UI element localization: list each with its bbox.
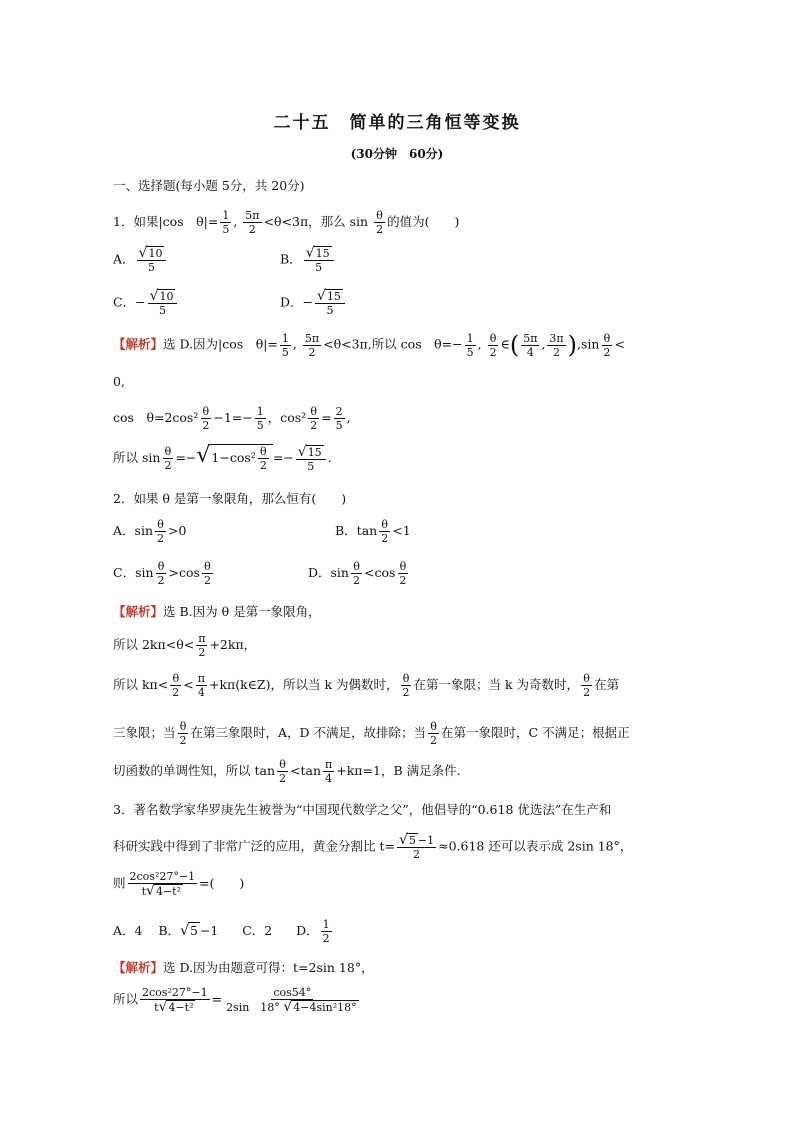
option-1a: A． $\frac{√10}{5}$ — [113, 246, 168, 274]
analysis-tag: 【解析】 — [113, 604, 164, 619]
question-2-stem: 2．如果 θ 是第一象限角，那么恒有( ) — [113, 491, 347, 506]
analysis-2-line2: 所以 2kπ<θ< $\frac{\pi}{2}$ +2kπ， — [113, 632, 257, 659]
question-3-line3: 则 $\frac{\text{2cos²27°−1}}{\text{t√4−t²}}$ =( ) — [113, 870, 245, 899]
question-3-options — [113, 918, 334, 945]
option-3a: A．4 — [113, 923, 143, 938]
analysis-2-line3: 所以 kπ< $\frac{\theta}{2}$ < $\frac{\pi}{4}$ +kπ(k∈Z)，所以当 k 为偶数时， $\frac{\theta}{2}$ 在第一象限；当 k 为奇数时， $\frac{\theta}{2}$ 在第 — [113, 672, 620, 699]
option-1b: B． $\frac{√15}{5}$ — [280, 246, 336, 274]
option-2a: A．sin $\frac{\theta}{2}$ >0 — [113, 518, 187, 545]
page-title: 二十五 简单的三角恒等变换 — [273, 113, 521, 133]
option-2c: C．sin $\frac{\theta}{2}$ >cos $\frac{\theta}{2}$ — [113, 560, 211, 587]
analysis-1-line4: 所以 sin $\frac{\theta}{2}$ =−√1−cos² $\frac{\theta}{2}$ =− $\frac{√15}{5}$ . — [113, 443, 332, 473]
page-subtitle: (30分钟 60分) — [350, 147, 444, 161]
option-1c: C．− $\frac{√10}{5}$ — [113, 289, 179, 317]
section-heading: 一、选择题(每小题 5分，共 20分) — [113, 178, 305, 193]
analysis-2-line4: 三象限；当 $\frac{\theta}{2}$ 在第三象限时，A，D 不满足，故排除；当 $\frac{\theta}{2}$ 在第一象限时，C 不满足；根据正 — [113, 720, 630, 747]
analysis-tag: 【解析】 — [113, 336, 164, 352]
analysis-2-line1: 【解析】选 B.因为 θ 是第一象限角， — [113, 604, 321, 619]
option-3b: B．√5 −1 — [158, 923, 219, 939]
analysis-tag: 【解析】 — [113, 960, 164, 975]
question-3-line1: 3．著名数学家华罗庚先生被誉为“中国现代数学之父”，他倡导的“0.618 优选法”在生产和 — [113, 802, 612, 817]
option-3c: C．2 — [242, 923, 273, 938]
option-2b: B．tan $\frac{\theta}{2}$ <1 — [335, 518, 411, 545]
analysis-3-line1: 【解析】选 D.因为由题意可得：t=2sin 18°， — [113, 960, 374, 975]
analysis-1-line2: 0, — [113, 374, 125, 389]
analysis-2-line5: 切函数的单调性知，所以 tan $\frac{\theta}{2}$ <tan $\frac{\pi}{4}$ +kπ=1，B 满足条件. — [113, 758, 461, 785]
option-3d: D． $\frac{1}{2}$ — [296, 918, 330, 945]
question-1-stem: 1．如果|cos θ|= $\frac{1}{5}$ , $\frac{5\pi}{2}$ <θ<3π，那么 sin $\frac{\theta}{2}$ 的值为( ) — [113, 209, 460, 236]
analysis-1-line3: cos θ=2cos² $\frac{\theta}{2}$ −1=− $\frac{1}{5}$ ，cos² $\frac{\theta}{2}$ = $\frac{2}{5}$ , — [113, 405, 351, 432]
analysis-1-line1: 【解析】选 D.因为|cos θ|= $\frac{1}{5}$ , $\frac{5\pi}{2}$ <θ<3π,所以 cos θ=− $\frac{1}{5}$ , $\frac{\theta}{2}$ ∈( $\frac{5\pi}{4}$ , $\frac{3\pi}{2}$ ),sin $\frac{\theta}{2}$ < — [113, 331, 625, 359]
analysis-3-line2: 所以 $\frac{\text{2cos²27°−1}}{\text{t√4−t²}}$ = $\frac{\cos 54^\circ}{\text{2sin 18° √4−4sin²18°}}$ — [113, 986, 357, 1015]
option-2d: D．sin $\frac{\theta}{2}$ <cos $\frac{\theta}{2}$ — [308, 560, 407, 587]
question-3-line2: 科研实践中得到了非常广泛的应用，黄金分割比 t= $\frac{√5 -1}{2}$ ≈0.618 还可以表示成 2sin 18°， — [113, 832, 633, 861]
option-1d: D．− $\frac{√15}{5}$ — [280, 289, 347, 317]
